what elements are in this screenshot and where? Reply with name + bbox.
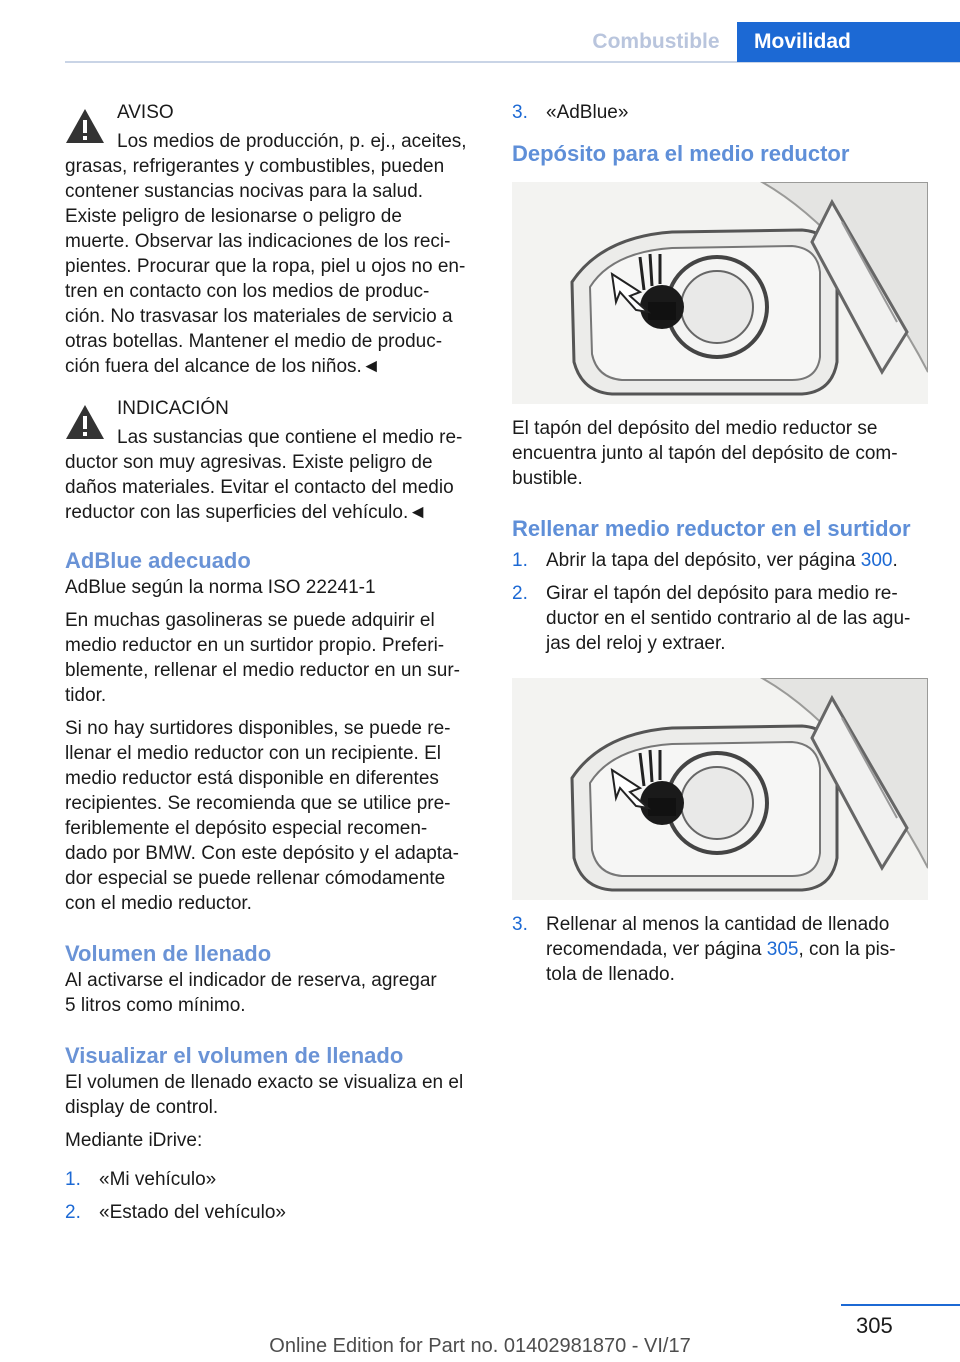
list-item (65, 1167, 480, 1192)
adblue-norm: AdBlue según la norma ISO 22241-1 (65, 577, 376, 598)
warning-label: INDICACIÓN (117, 398, 229, 419)
body-line: Al activarse el indicador de reserva, agregar (65, 970, 437, 991)
warning-text-line: reductor con las superficies del vehículo.◄ (65, 502, 428, 523)
filler-cap-illustration (512, 678, 928, 900)
list-item (512, 548, 928, 573)
warning-text-line: Los medios de producción, p. ej., aceites, (117, 131, 467, 152)
warning-indicacion (65, 396, 480, 525)
page-link-300[interactable]: 300 (860, 550, 893, 571)
warning-text-line: ción. No trasvasar los materiales de servicio a (65, 306, 453, 327)
warning-text-line: muerte. Observar las indicaciones de los reci‐ (65, 231, 451, 252)
list-text: Rellenar al menos la cantidad de llenado recomendada, ver página 305, con la pis‐ tola de llenado. (546, 914, 896, 985)
list-text: «AdBlue» (546, 102, 629, 123)
warning-aviso (65, 100, 480, 379)
tab-combustible[interactable]: Combustible (592, 30, 720, 53)
heading-rellenar: Rellenar medio reductor en el surtidor (512, 516, 911, 541)
warning-text-line: pientes. Procurar que la ropa, piel u ojos no en‐ (65, 256, 466, 277)
page-number: 305 (856, 1313, 893, 1338)
body-line: El volumen de llenado exacto se visualiza en el (65, 1072, 464, 1093)
body-line: El tapón del depósito del medio reductor se (512, 418, 878, 439)
figure-filler-cap-2 (512, 678, 928, 900)
list-item (512, 912, 928, 987)
list-number: 2. (65, 1202, 81, 1223)
body-line: medio reductor en un surtidor propio. Preferi‐ (65, 635, 445, 656)
body-line: blemente, rellenar el medio reductor en un sur‐ (65, 660, 460, 681)
body-line: dado por BMW. Con este depósito y el adapta‐ (65, 843, 459, 864)
body-line: feriblemente el depósito especial recomen‐ (65, 818, 428, 839)
heading-deposito: Depósito para el medio reductor (512, 141, 850, 166)
body-line: 5 litros como mínimo. (65, 995, 246, 1016)
heading-volumen: Volumen de llenado (65, 941, 272, 966)
body-line: En muchas gasolineras se puede adquirir el (65, 610, 435, 631)
body-line: con el medio reductor. (65, 893, 252, 914)
list-text: «Mi vehículo» (99, 1169, 217, 1190)
list-number: 2. (512, 583, 528, 604)
figure-filler-cap-1 (512, 182, 928, 404)
list-text: «Estado del vehículo» (99, 1202, 286, 1223)
list-text: Girar el tapón del depósito para medio re‐ ductor en el sentido contrario al de las agu‐ jas del reloj y extraer. (546, 583, 911, 654)
heading-adblue-adecuado: AdBlue adecuado (65, 548, 251, 573)
tab-movilidad[interactable]: Movilidad (737, 22, 960, 62)
list-number: 1. (512, 550, 528, 571)
warning-triangle-icon (65, 108, 105, 144)
body-line: dor especial se puede rellenar cómodamente (65, 868, 446, 889)
body-line: recipientes. Se recomienda que se utilice pre‐ (65, 793, 451, 814)
warning-text-line: Las sustancias que contiene el medio re‐ (117, 427, 463, 448)
list-number: 3. (512, 914, 528, 935)
heading-visualizar: Visualizar el volumen de llenado (65, 1043, 404, 1068)
footer-rule (841, 1304, 960, 1306)
warning-text-line: tren en contacto con los medios de produc‐ (65, 281, 430, 302)
body-line: llenar el medio reductor con un recipiente. El (65, 743, 441, 764)
warning-text-line: Existe peligro de lesionarse o peligro de (65, 206, 402, 227)
list-number: 3. (512, 102, 528, 123)
warning-label: AVISO (117, 102, 174, 123)
body-line: encuentra junto al tapón del depósito de com‐ (512, 443, 898, 464)
list-item (512, 100, 928, 125)
body-line: medio reductor está disponible en diferentes (65, 768, 439, 789)
list-text: Abrir la tapa del depósito, ver página 300. (546, 550, 898, 571)
right-column (512, 100, 928, 987)
warning-text-line: grasas, refrigerantes y combustibles, pueden (65, 156, 445, 177)
page-link-305[interactable]: 305 (766, 939, 799, 960)
warning-text-line: ción fuera del alcance de los niños.◄ (65, 356, 381, 377)
left-column (65, 100, 480, 1225)
list-item (65, 1200, 480, 1225)
warning-text-line: otras botellas. Mantener el medio de produc‐ (65, 331, 443, 352)
warning-triangle-icon (65, 404, 105, 440)
body-line: tidor. (65, 685, 107, 706)
list-number: 1. (65, 1169, 81, 1190)
idrive-label: Mediante iDrive: (65, 1130, 203, 1151)
list-item (512, 581, 928, 656)
body-line: Si no hay surtidores disponibles, se puede re‐ (65, 718, 451, 739)
body-line: bustible. (512, 468, 583, 489)
warning-text-line: contener sustancias nocivas para la salud. (65, 181, 424, 202)
filler-cap-illustration (512, 182, 928, 404)
warning-text-line: ductor son muy agresivas. Existe peligro de (65, 452, 433, 473)
warning-text-line: daños materiales. Evitar el contacto del medio (65, 477, 454, 498)
edition-footer: Online Edition for Part no. 01402981870 - VI/17 (269, 1335, 691, 1357)
body-line: display de control. (65, 1097, 219, 1118)
